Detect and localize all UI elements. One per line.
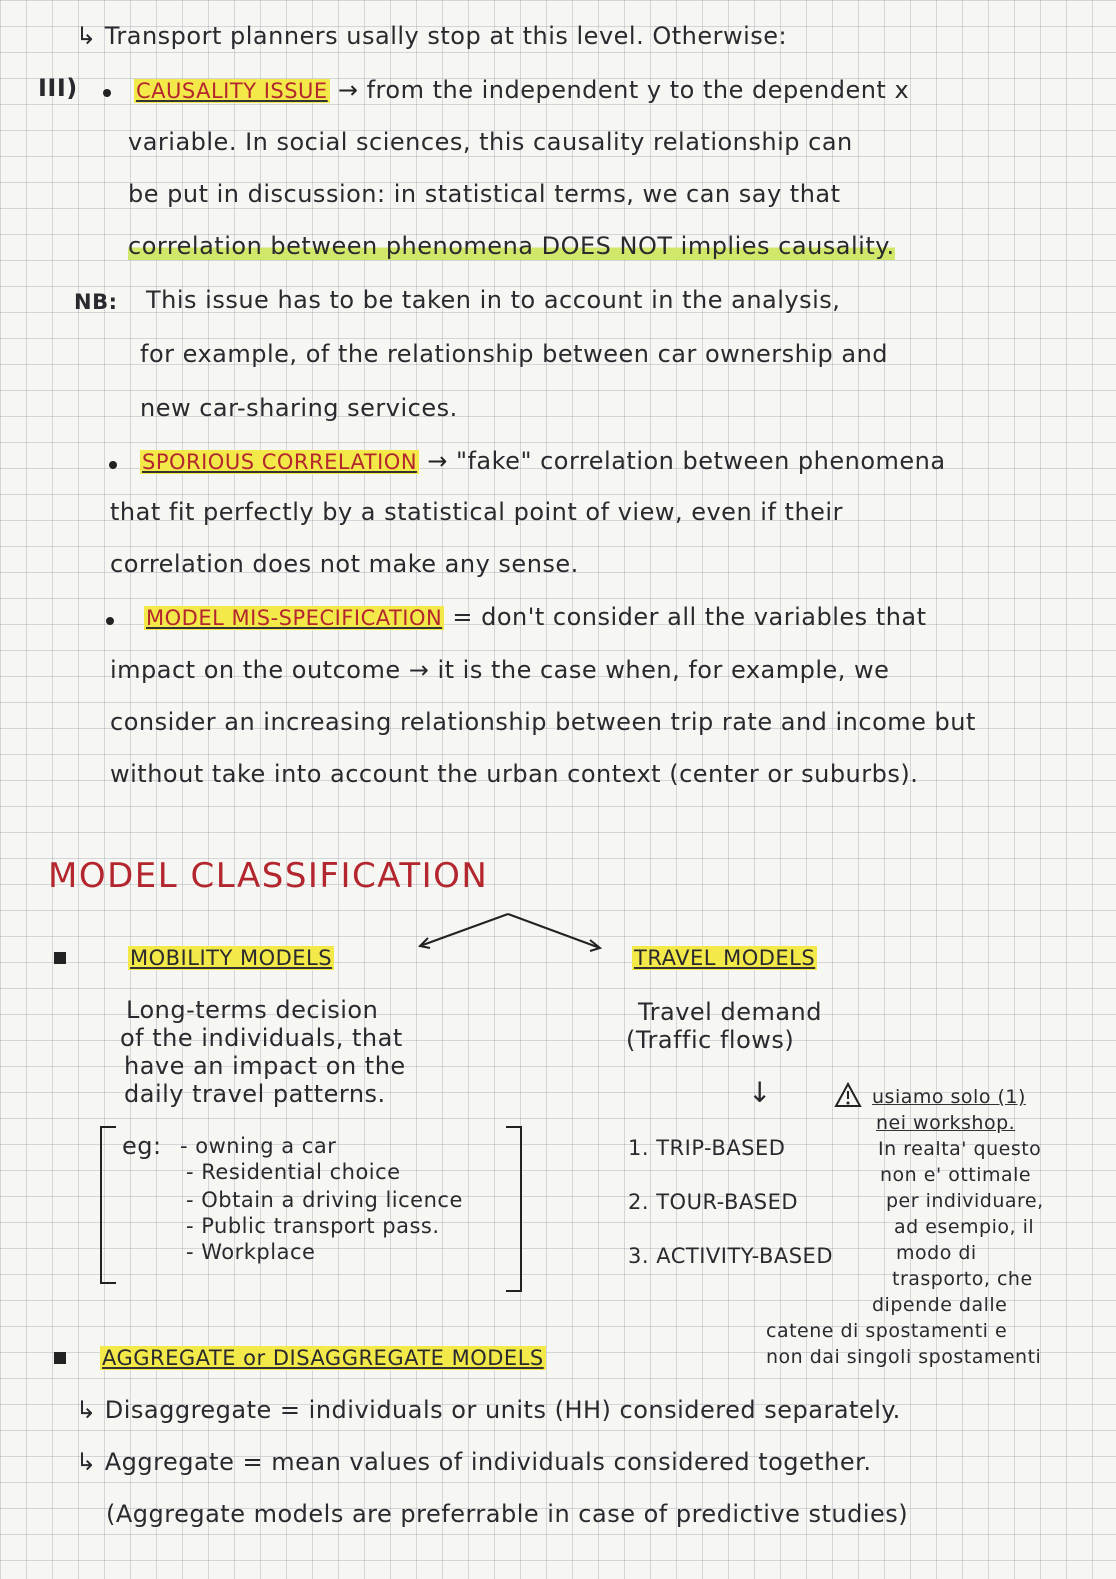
- section-title: MODEL CLASSIFICATION: [48, 856, 489, 896]
- warning-icon: [834, 1082, 862, 1108]
- mobility-desc: of the individuals, that: [120, 1024, 403, 1052]
- aggregate-line: ↳ Aggregate = mean values of individuals considered together.: [76, 1448, 872, 1476]
- travel-type: 1. TRIP-BASED: [628, 1136, 786, 1160]
- note-line: nei workshop.: [876, 1112, 1016, 1134]
- right-bracket: [506, 1126, 522, 1292]
- note-line: per individuare,: [886, 1190, 1044, 1212]
- section-marker: III): [38, 74, 78, 102]
- nb-label: NB:: [74, 290, 118, 314]
- example-item: - Public transport pass.: [186, 1214, 440, 1238]
- travel-models-label: TRAVEL MODELS: [634, 946, 816, 970]
- nb-line: new car-sharing services.: [140, 394, 458, 422]
- note-line: dipende dalle: [872, 1294, 1008, 1316]
- note-line: usiamo solo (1): [872, 1086, 1026, 1108]
- aggregate-note: (Aggregate models are preferrable in case of predictive studies): [106, 1500, 909, 1528]
- travel-type: 3. ACTIVITY-BASED: [628, 1244, 833, 1268]
- misspec-heading: MODEL MIS-SPECIFICATION = don't consider all the variables that: [146, 603, 927, 631]
- causality-heading: CAUSALITY ISSUE → from the independent y to the dependent x: [136, 76, 910, 104]
- bullet: [109, 461, 117, 469]
- travel-type: 2. TOUR-BASED: [628, 1190, 799, 1214]
- corner-arrow-icon: ↳: [76, 1396, 97, 1424]
- mobility-desc: daily travel patterns.: [124, 1080, 386, 1108]
- aggregate-label: AGGREGATE or DISAGGREGATE MODELS: [102, 1346, 544, 1370]
- note-line: trasporto, che: [892, 1268, 1033, 1290]
- branch-arrows: [410, 908, 610, 954]
- example-item: - Obtain a driving licence: [186, 1188, 463, 1212]
- mobility-desc: Long-terms decision: [126, 996, 379, 1024]
- corner-arrow-icon: ↳: [76, 22, 97, 50]
- corner-arrow-icon: ↳: [76, 1448, 97, 1476]
- causality-line: variable. In social sciences, this causality relationship can: [128, 128, 853, 156]
- arrow-right-icon: →: [427, 447, 448, 475]
- causality-line: be put in discussion: in statistical terms, we can say that: [128, 180, 841, 208]
- note-line: ad esempio, il: [894, 1216, 1035, 1238]
- note-line: non e' ottimale: [880, 1164, 1032, 1186]
- arrow-right-icon: →: [337, 76, 359, 104]
- disaggregate-line: ↳ Disaggregate = individuals or units (HH) considered separately.: [76, 1396, 901, 1424]
- bullet: [103, 89, 111, 97]
- eg-label: eg:: [122, 1132, 162, 1160]
- mobility-desc: have an impact on the: [124, 1052, 406, 1080]
- spurious-line: correlation does not make any sense.: [110, 550, 579, 578]
- causality-line: correlation between phenomena DOES NOT implies causality.: [128, 232, 895, 260]
- bullet: [106, 617, 114, 625]
- spurious-heading: SPORIOUS CORRELATION → "fake" correlation between phenomena: [142, 447, 946, 475]
- square-bullet: [54, 1352, 66, 1364]
- note-line: In realta' questo: [878, 1138, 1042, 1160]
- nb-line: This issue has to be taken in to account in the analysis,: [146, 286, 841, 314]
- misspec-line: impact on the outcome → it is the case when, for example, we: [110, 656, 890, 684]
- example-item: - Residential choice: [186, 1160, 401, 1184]
- misspec-line: without take into account the urban context (center or suburbs).: [110, 760, 919, 788]
- mobility-models-label: MOBILITY MODELS: [130, 946, 333, 970]
- square-bullet: [54, 952, 66, 964]
- note-line: non dai singoli spostamenti: [766, 1346, 1042, 1368]
- note-line: modo di: [896, 1242, 977, 1264]
- nb-line: for example, of the relationship between car ownership and: [140, 340, 889, 368]
- example-item: - owning a car: [180, 1134, 337, 1158]
- spurious-line: that fit perfectly by a statistical point of view, even if their: [110, 498, 843, 526]
- intro-line: ↳ Transport planners usally stop at this level. Otherwise:: [76, 22, 788, 50]
- misspec-line: consider an increasing relationship between trip rate and income but: [110, 708, 976, 736]
- note-line: catene di spostamenti e: [766, 1320, 1008, 1342]
- example-item: - Workplace: [186, 1240, 316, 1264]
- left-bracket: [100, 1126, 116, 1284]
- travel-desc: Travel demand: [638, 998, 823, 1026]
- arrow-down-icon: ↓: [748, 1076, 772, 1109]
- travel-desc: (Traffic flows): [626, 1026, 795, 1054]
